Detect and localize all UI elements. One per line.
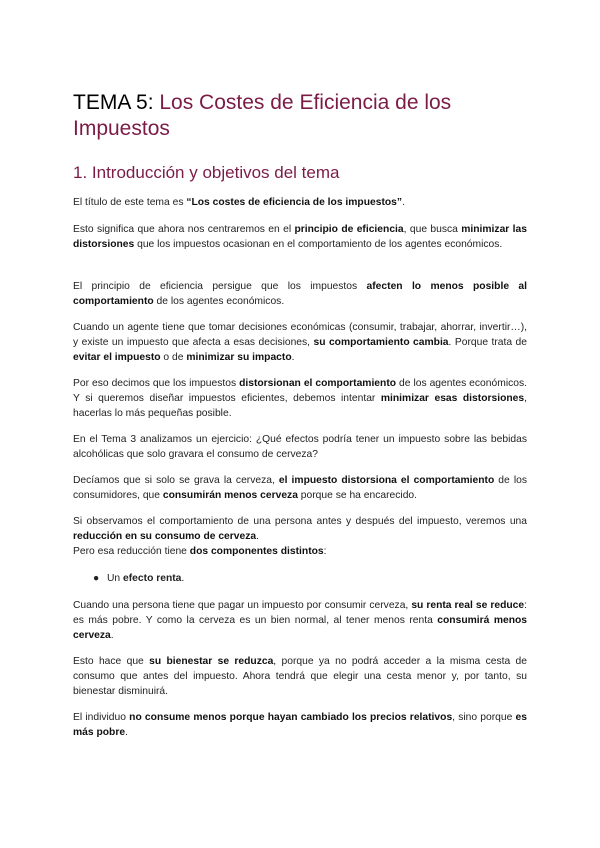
paragraph-agent-behaviour: Cuando un agente tiene que tomar decisiones económicas (consumir, trabajar, ahorrar, invertir…), y existe un impuesto que afecta a esas decisiones, su comportamiento cambia. Porque trata de evitar el impuesto o de minimizar su impacto. <box>73 322 527 364</box>
document-title <box>73 90 527 142</box>
paragraph-efficiency-goal: El principio de eficiencia persigue que los impuestos afecten lo menos posible al comportamiento de los agentes económicos. <box>73 281 527 308</box>
bullet-icon: ● <box>93 573 100 584</box>
title-text: Los Costes de Eficiencia de los Impuestos <box>73 91 452 140</box>
paragraph-poorer: El individuo no consume menos porque hayan cambiado los precios relativos, sino porque es más pobre. <box>73 712 527 739</box>
paragraph-efficiency-principle: Esto significa que ahora nos centraremos en el principio de eficiencia, que busca minimizar las distorsiones que los impuestos ocasionan en el comportamiento de los agentes económicos. <box>73 224 527 251</box>
title-prefix: TEMA 5: <box>73 91 160 114</box>
section-heading: 1. Introducción y objetivos del tema <box>73 163 340 182</box>
paragraph-beer-tax: Decíamos que si solo se grava la cerveza, el impuesto distorsiona el comportamiento de los consumidores, que consumirán menos cerveza porque se ha encarecido. <box>73 475 527 502</box>
paragraph-title-intro: El título de este tema es “Los costes de eficiencia de los impuestos”. <box>73 197 405 208</box>
paragraph-welfare: Esto hace que su bienestar se reduzca, porque ya no podrá acceder a la misma cesta de consumo que antes del impuesto. Ahora tendrá que elegir una cesta menor y, por tanto, su bienestar disminuirá. <box>73 656 527 698</box>
paragraph-distortions: Por eso decimos que los impuestos distorsionan el comportamiento de los agentes económicos. Y si queremos diseñar impuestos eficientes, debemos intentar minimizar esas distorsiones, hacerlas lo más pequeñas posible. <box>73 378 527 420</box>
list-item-income-effect: ● Un efecto renta. <box>93 573 185 584</box>
paragraph-real-income: Cuando una persona tiene que pagar un impuesto por consumir cerveza, su renta real se reduce: es más pobre. Y como la cerveza es un bien normal, al tener menos renta consumirá menos cerveza. <box>73 600 528 642</box>
paragraph-tema3-exercise: En el Tema 3 analizamos un ejercicio: ¿Qué efectos podría tener un impuesto sobre las bebidas alcohólicas que solo gravara el consumo de cerveza? <box>73 434 527 461</box>
paragraph-two-components: Pero esa reducción tiene dos componentes distintos: <box>73 546 327 557</box>
paragraph-consumption-reduction: Si observamos el comportamiento de una persona antes y después del impuesto, veremos una reducción en su consumo de cerveza. <box>73 516 527 543</box>
